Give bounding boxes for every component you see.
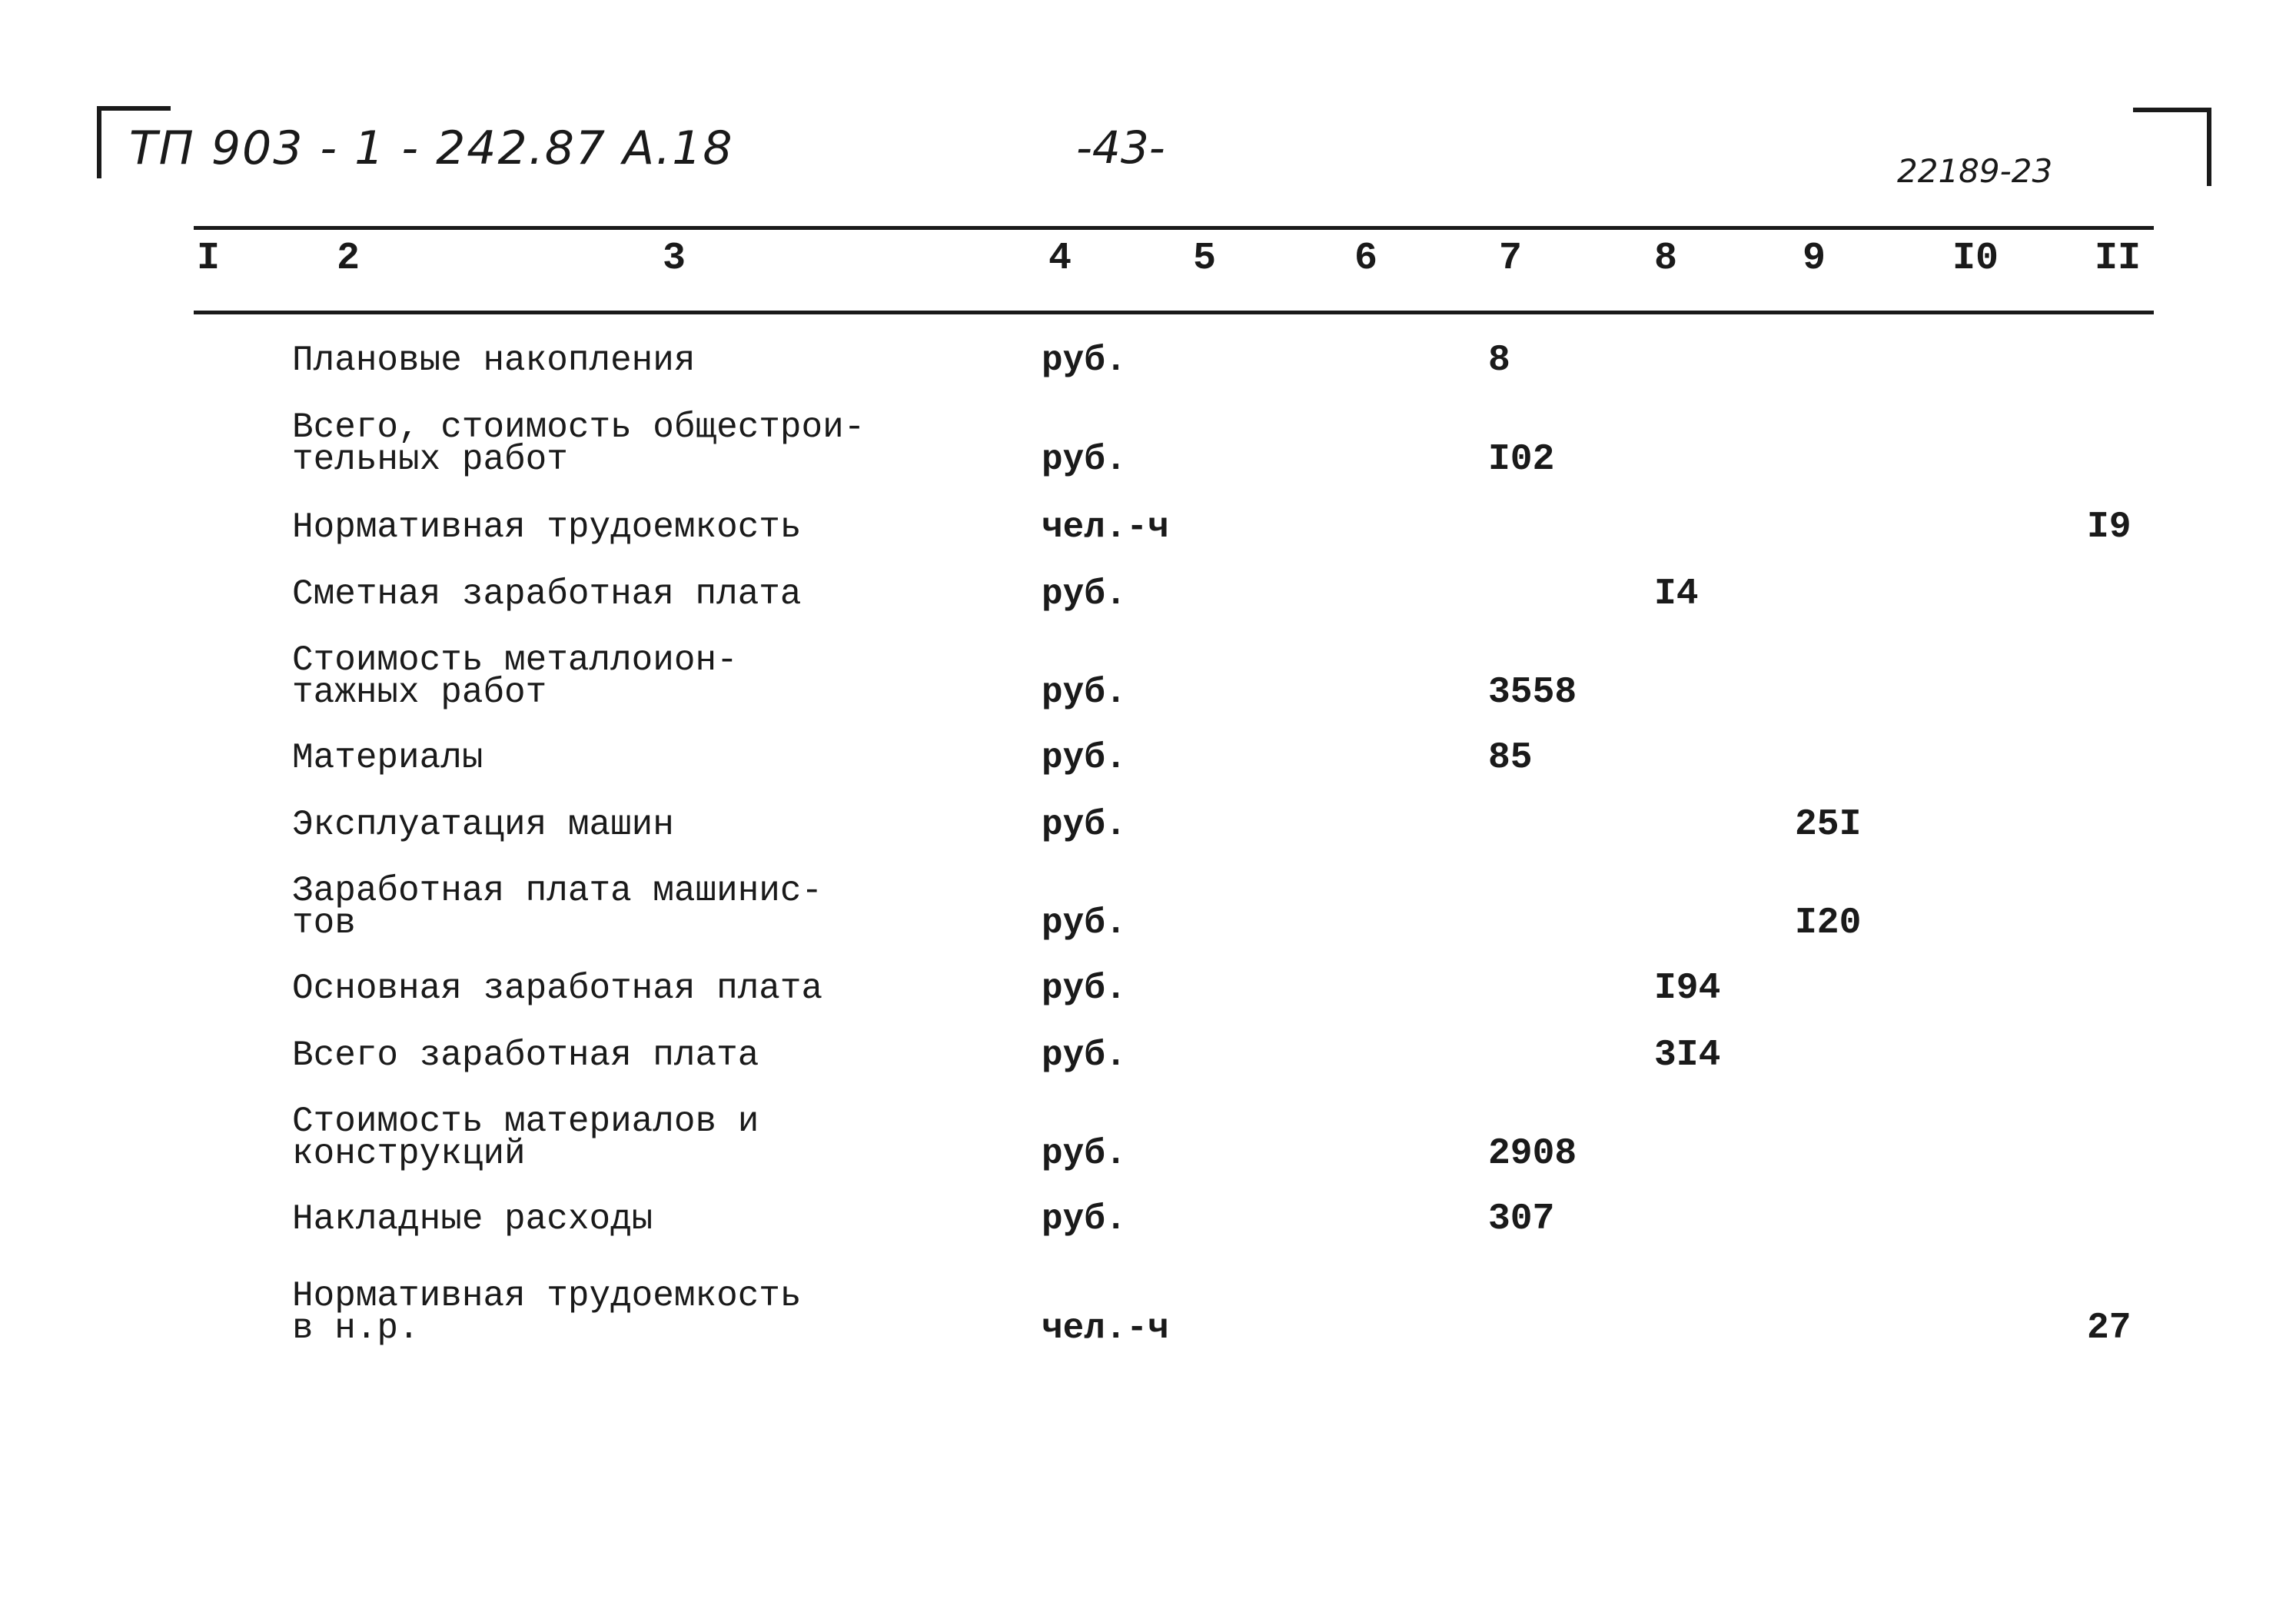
row-name: Заработная плата машинис- тов [292, 871, 823, 943]
column-number: 4 [1048, 237, 1072, 281]
row-unit: руб. [1042, 1134, 1127, 1174]
document-code: ТП 903 - 1 - 242.87 А.18 [129, 121, 734, 175]
row-value-col7: 8 [1488, 340, 1510, 381]
frame-corner-right [2133, 108, 2211, 186]
row-name: Всего, стоимость общестрои- тельных работ [292, 407, 866, 480]
row-unit: руб. [1042, 903, 1127, 943]
table-top-rule [194, 226, 2154, 230]
row-unit: руб. [1042, 1199, 1127, 1239]
column-number: 9 [1803, 237, 1826, 281]
row-unit: руб. [1042, 673, 1127, 713]
row-name: Основная заработная плата [292, 969, 823, 1009]
row-unit: руб. [1042, 574, 1127, 614]
column-number: 7 [1499, 237, 1523, 281]
row-unit: чел.-ч [1042, 507, 1169, 547]
row-unit: руб. [1042, 440, 1127, 480]
row-value-col8: 3I4 [1654, 1035, 1721, 1076]
column-number: 5 [1193, 237, 1217, 281]
row-value-col7: I02 [1488, 439, 1555, 480]
row-value-col7: 85 [1488, 737, 1533, 779]
sheet-code: 22189-23 [1897, 152, 2053, 190]
column-number: 3 [663, 237, 686, 281]
row-unit: руб. [1042, 805, 1127, 845]
row-value-col11: 27 [2087, 1308, 2132, 1349]
column-number: 6 [1354, 237, 1378, 281]
row-name: Стоимость металлоион- тажных работ [292, 640, 738, 713]
row-unit: чел.-ч [1042, 1308, 1169, 1348]
row-name: Стоимость материалов и конструкций [292, 1102, 759, 1174]
row-name: Материалы [292, 738, 483, 778]
column-number: II [2095, 237, 2141, 281]
column-number: I0 [1952, 237, 1999, 281]
row-value-col7: 3558 [1488, 672, 1577, 713]
row-unit: руб. [1042, 738, 1127, 778]
row-value-col8: I94 [1654, 968, 1721, 1009]
row-name: Всего заработная плата [292, 1035, 759, 1075]
row-unit: руб. [1042, 1035, 1127, 1075]
row-value-col9: I20 [1795, 902, 1862, 944]
column-number: I [197, 237, 221, 281]
column-number: 8 [1654, 237, 1678, 281]
row-name: Нормативная трудоемкость в н.р. [292, 1276, 802, 1348]
row-value-col7: 307 [1488, 1198, 1555, 1240]
page-number: -43- [1076, 121, 1165, 174]
row-value-col11: I9 [2087, 507, 2132, 548]
row-name: Плановые накопления [292, 341, 696, 381]
row-name: Сметная заработная плата [292, 574, 802, 614]
row-unit: руб. [1042, 969, 1127, 1009]
row-value-col7: 2908 [1488, 1133, 1577, 1175]
row-value-col8: I4 [1654, 573, 1699, 615]
row-name: Эксплуатация машин [292, 805, 674, 845]
row-name: Накладные расходы [292, 1199, 653, 1239]
table-header-rule [194, 311, 2154, 314]
row-unit: руб. [1042, 341, 1127, 381]
row-name: Нормативная трудоемкость [292, 507, 802, 547]
row-value-col9: 25I [1795, 804, 1862, 846]
column-number: 2 [337, 237, 361, 281]
